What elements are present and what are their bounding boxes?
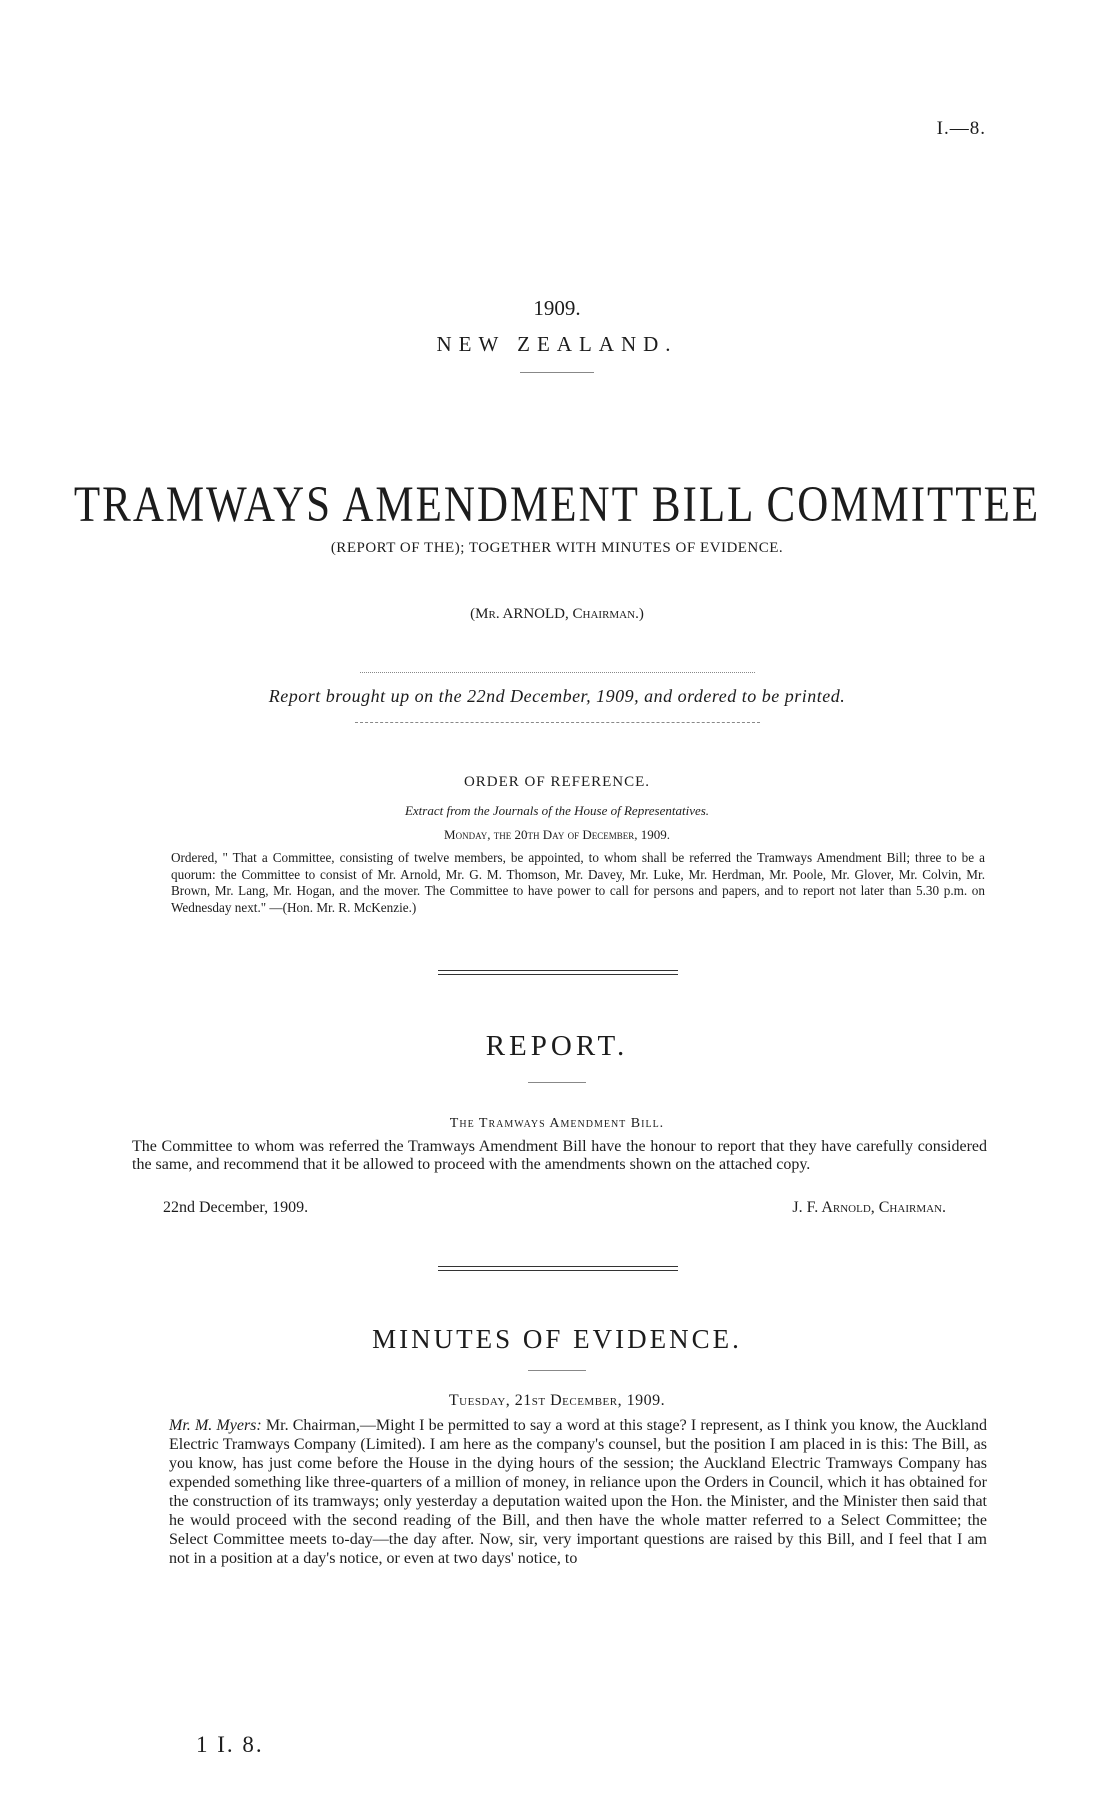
chairman-line: (Mr. ARNOLD, Chairman.) xyxy=(470,606,644,622)
report-date: 22nd December, 1909. xyxy=(163,1199,309,1216)
divider xyxy=(528,1370,586,1371)
order-paragraph: Ordered, " That a Committee, consisting of twelve members, be appointed, to whom shall be referred the Tramways Amendment Bill; three to be a quorum: the Committee to consist of Mr. Arnold, Mr. G. M. Thomson, Mr. Davey, Mr. Luke, Mr. Herdman, Mr. Poole, Mr. Glover, Mr. Colvin, Mr. Brown, Mr. Lang, Mr. Hogan, and the mover. The Committee to have power to call for persons and papers, and to report not later than 5.30 p.m. on Wednesday next." —(Hon. Mr. R. McKenzie.) xyxy=(171,850,985,915)
divider xyxy=(360,672,755,673)
minutes-heading: MINUTES OF EVIDENCE. xyxy=(372,1324,742,1354)
journal-extract: Extract from the Journals of the House of Representatives. xyxy=(404,803,710,818)
report-line: Report brought up on the 22nd December, 1909, and ordered to be printed. xyxy=(268,686,846,706)
report-body: The Committee to whom was referred the Tramways Amendment Bill have the honour to report that they have carefully considered the same, and recommend that it be allowed to proceed with the amendments shown on the attached copy. xyxy=(132,1138,987,1173)
paper-reference: I.—8. xyxy=(936,118,986,139)
divider xyxy=(528,1082,586,1083)
report-signature: J. F. Arnold, Chairman. xyxy=(792,1199,946,1216)
double-rule xyxy=(438,970,678,975)
speaker-name: Mr. M. Myers: xyxy=(169,1417,262,1434)
order-text xyxy=(137,850,985,916)
double-rule xyxy=(438,1266,678,1271)
evidence-body: Mr. Chairman,—Might I be permitted to say a word at this stage? I represent, as I think you know, the Auckland Electric Tramways Company (Limited). I am here as the company's counsel, but the position I am placed in is this: The Bill, as you know, has just come before the House in the dying hours of the session; the Auckland Electric Tramways Company has expended something like three-quarters of a million of money, in reliance upon the Orders in Council, which it has obtained for the construction of its tramways; only yesterday a deputation waited upon the Hon. the Minister, and the Minister then said that he would proceed with the second reading of the Bill, and then have the whole matter referred to a Select Committee; the Select Committee meets to-day—the day after. Now, sir, very important questions are raised by this Bill, and I feel that I am not in a position at a day's notice, or even at two days' notice, to xyxy=(169,1417,988,1567)
minutes-date: Tuesday, 21st December, 1909. xyxy=(448,1392,666,1409)
bill-title: The Tramways Amendment Bill. xyxy=(449,1116,665,1131)
order-of-reference-heading: ORDER OF REFERENCE. xyxy=(463,774,651,790)
country: NEW ZEALAND. xyxy=(436,332,678,356)
report-heading: REPORT. xyxy=(485,1030,629,1062)
year: 1909. xyxy=(533,296,581,320)
folio: 1 I. 8. xyxy=(196,1732,264,1757)
divider xyxy=(355,722,760,723)
evidence-text xyxy=(132,1416,987,1568)
evidence-paragraph xyxy=(132,1416,987,1568)
document-subtitle: (REPORT OF THE); TOGETHER WITH MINUTES OF EVIDENCE. xyxy=(330,540,784,556)
document-title: TRAMWAYS AMENDMENT BILL COMMITTEE xyxy=(73,477,1041,533)
divider xyxy=(520,372,594,373)
order-date: Monday, the 20th Day of December, 1909. xyxy=(444,827,670,842)
